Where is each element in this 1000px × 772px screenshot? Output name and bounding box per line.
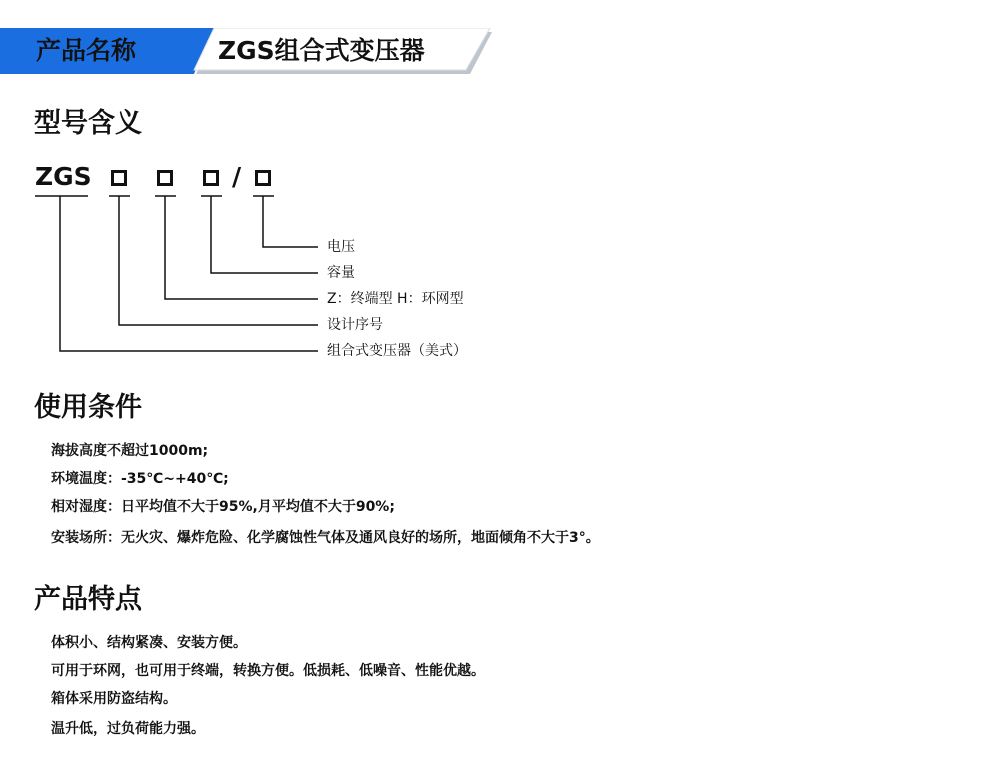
model-slash: /: [232, 162, 242, 191]
usage-item-temperature: 环境温度：-35℃~+40℃;: [51, 471, 229, 487]
leader-design-number: [119, 196, 318, 325]
feature-item: 体积小、结构紧凑、安装方便。: [51, 635, 247, 651]
usage-item-location: 安装场所：无火灾、爆炸危险、化学腐蚀性气体及通风良好的场所，地面倾角不大于3°。: [51, 530, 600, 546]
usage-conditions-title: 使用条件: [34, 392, 142, 423]
model-code-diagram: [0, 150, 600, 370]
title-banner: [0, 28, 500, 74]
code-label-product-type: 组合式变压器（美式）: [327, 343, 467, 359]
code-label-type: Z：终端型 H：环网型: [327, 291, 464, 307]
code-label-design-number: 设计序号: [327, 317, 383, 333]
features-title: 产品特点: [34, 584, 142, 615]
model-meaning-title: 型号含义: [34, 108, 142, 139]
usage-item-humidity: 相对湿度：日平均值不大于95%,月平均值不大于90%;: [51, 499, 395, 515]
product-name: ZGS组合式变压器: [218, 36, 425, 65]
feature-item: 温升低，过负荷能力强。: [51, 721, 205, 737]
feature-item: 可用于环网，也可用于终端，转换方便。低损耗、低噪音、性能优越。: [51, 663, 485, 679]
leader-capacity: [211, 196, 318, 273]
leader-voltage: [263, 196, 318, 247]
model-prefix: ZGS: [35, 162, 92, 191]
code-label-voltage: 电压: [327, 239, 355, 255]
feature-item: 箱体采用防盗结构。: [51, 691, 177, 707]
model-leader-lines: [0, 150, 600, 370]
code-label-capacity: 容量: [327, 265, 355, 281]
usage-item-altitude: 海拔高度不超过1000m;: [51, 443, 209, 459]
banner-left-label: 产品名称: [36, 36, 137, 65]
